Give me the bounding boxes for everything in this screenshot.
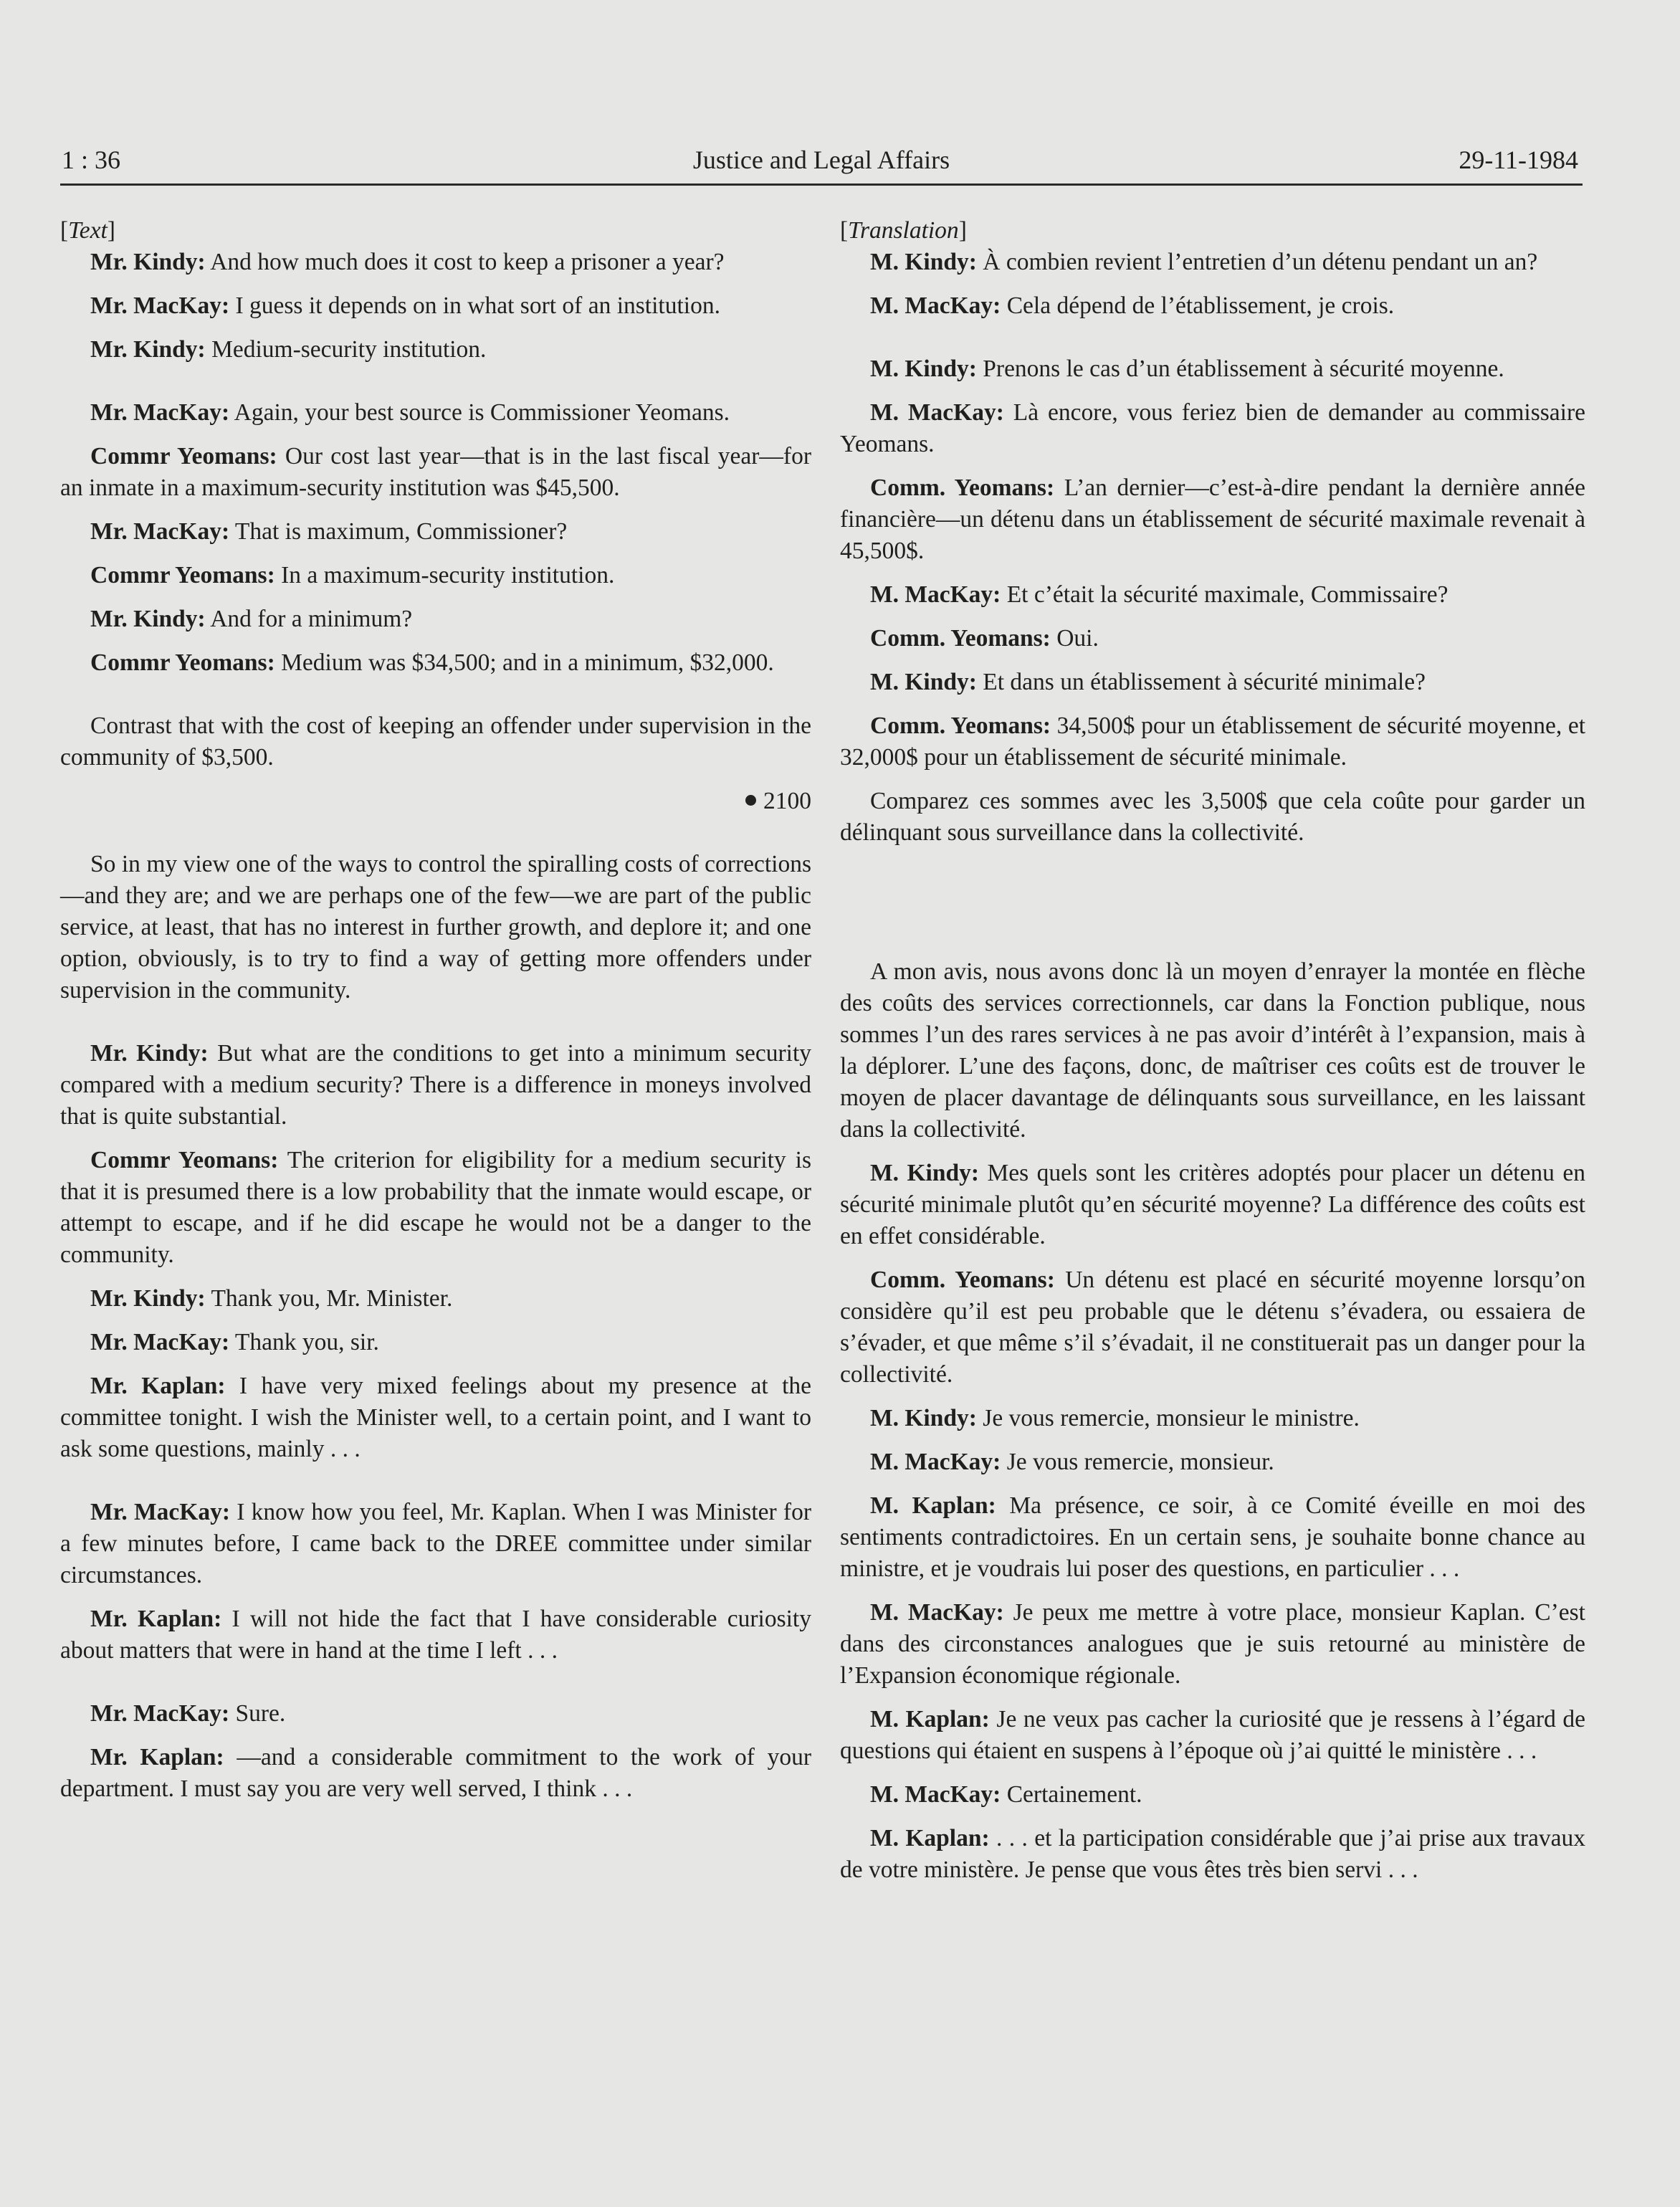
transcript-paragraph: Mr. MacKay: That is maximum, Commissioner? bbox=[90, 518, 568, 545]
transcript-paragraph: Comm. Yeomans: Oui. bbox=[870, 625, 1099, 652]
transcript-paragraph: Mr. Kindy: And for a minimum? bbox=[90, 606, 413, 632]
transcript-paragraph: Mr. Kaplan: I have very mixed feelings about my presence at the committee tonight. I wish the Minister well, to a certain point, and I want to ask some questions, mainly . . . bbox=[60, 1373, 811, 1462]
transcript-paragraph: Commr Yeomans: Medium was $34,500; and in a minimum, $32,000. bbox=[90, 649, 774, 676]
transcript-paragraph: M. Kaplan: Ma présence, ce soir, à ce Comité éveille en moi des sentiments contradictoires. En un certain sens, je souhaite bonne chance au ministre, et je voudrais lui poser des questions, en particulier . . . bbox=[840, 1492, 1585, 1582]
transcript-paragraph: M. Kindy: Et dans un établissement à sécurité minimale? bbox=[870, 669, 1426, 695]
transcript-paragraph: Mr. MacKay: I know how you feel, Mr. Kaplan. When I was Minister for a few minutes before, I came back to the DREE committee under similar circumstances. bbox=[60, 1499, 811, 1588]
transcript-paragraph: M. Kindy: Mes quels sont les critères adoptés pour placer un détenu en sécurité minimale plutôt qu’en sécurité moyenne? La différence des coûts est en effet considérable. bbox=[840, 1160, 1585, 1249]
transcript-paragraph: M. Kaplan: Je ne veux pas cacher la curiosité que je ressens à l’égard de questions qui étaient en suspens à l’époque où j’ai quitté le ministère . . . bbox=[840, 1706, 1585, 1764]
page-number: 1 : 36 bbox=[62, 146, 121, 174]
english-column bbox=[60, 215, 811, 1817]
column-label: [Translation] bbox=[840, 217, 967, 244]
transcript-paragraph: A mon avis, nous avons donc là un moyen d’enrayer la montée en flèche des coûts des services correctionnels, car dans la Fonction publique, nous sommes l’un des rares services à ne pas avoir d’intérêt à l’expansion, mais à la déplorer. L’une des façons, donc, de maîtriser ces coûts est de trouver le moyen de placer davantage de délinquants sous surveillance, en les laissant dans la collectivité. bbox=[840, 958, 1585, 1143]
transcript-paragraph: M. Kindy: À combien revient l’entretien d’un détenu pendant un an? bbox=[870, 249, 1538, 275]
transcript-paragraph: Commr Yeomans: Our cost last year—that is in the last fiscal year—for an inmate in a maximum-security institution was $45,500. bbox=[60, 443, 811, 501]
transcript-paragraph: Mr. Kindy: But what are the conditions to get into a minimum security compared with a medium security? There is a difference in moneys involved that is quite substantial. bbox=[60, 1040, 812, 1130]
committee-title: Justice and Legal Affairs bbox=[692, 146, 950, 174]
transcript-paragraph: M. Kindy: Je vous remercie, monsieur le ministre. bbox=[870, 1405, 1360, 1431]
transcript-paragraph: Mr. Kindy: Thank you, Mr. Minister. bbox=[90, 1285, 453, 1312]
transcript-paragraph: M. MacKay: Et c’était la sécurité maximale, Commissaire? bbox=[870, 581, 1448, 608]
transcript-paragraph: Mr. MacKay: Again, your best source is Commissioner Yeomans. bbox=[90, 399, 730, 426]
french-column bbox=[840, 215, 1585, 1898]
transcript-paragraph: Mr. Kaplan: I will not hide the fact that I have considerable curiosity about matters that were in hand at the time I left . . . bbox=[60, 1606, 811, 1664]
transcript-paragraph: Comm. Yeomans: 34,500$ pour un établissement de sécurité moyenne, et 32,000$ pour un établissement de sécurité minimale. bbox=[840, 712, 1586, 771]
page-date: 29-11-1984 bbox=[1459, 146, 1578, 174]
transcript-paragraph: Comm. Yeomans: Un détenu est placé en sécurité moyenne lorsqu’on considère qu’il est peu probable que le détenu s’évadera, ou essaiera de s’évader, et que même s’il s’évadait, il ne constituerait pas un danger pour la collectivité. bbox=[840, 1267, 1585, 1388]
transcript-paragraph: Comm. Yeomans: L’an dernier—c’est-à-dire pendant la dernière année financière—un détenu dans un établissement de sécurité maximale revenait à 45,500$. bbox=[840, 475, 1585, 564]
transcript-paragraph: M. MacKay: Je peux me mettre à votre place, monsieur Kaplan. C’est dans des circonstances analogues que je suis retourné au ministère de l’Expansion économique régionale. bbox=[840, 1599, 1585, 1689]
column-label: [Text] bbox=[60, 217, 115, 244]
transcript-paragraph: Comparez ces sommes avec les 3,500$ que cela coûte pour garder un délinquant sous surveillance dans la collectivité. bbox=[840, 788, 1585, 846]
transcript-paragraph: M. MacKay: Certainement. bbox=[870, 1781, 1142, 1808]
page-header bbox=[60, 140, 1583, 186]
transcript-paragraph: M. MacKay: Je vous remercie, monsieur. bbox=[870, 1449, 1274, 1475]
bullet-dot-icon bbox=[745, 795, 756, 806]
transcript-paragraph: Mr. MacKay: Sure. bbox=[90, 1700, 286, 1727]
transcript-paragraph: Mr. MacKay: I guess it depends on in what sort of an institution. bbox=[90, 292, 720, 319]
transcript-paragraph: Contrast that with the cost of keeping an offender under supervision in the community of $3,500. bbox=[60, 712, 811, 771]
time-marker: 2100 bbox=[60, 786, 811, 817]
transcript-paragraph: M. MacKay: Cela dépend de l’établissement, je crois. bbox=[870, 292, 1395, 319]
transcript-paragraph: M. MacKay: Là encore, vous feriez bien de demander au commissaire Yeomans. bbox=[840, 399, 1585, 457]
transcript-paragraph: Commr Yeomans: In a maximum-security institution. bbox=[90, 562, 615, 588]
transcript-paragraph: Mr. MacKay: Thank you, sir. bbox=[90, 1329, 379, 1355]
transcript-paragraph: M. Kaplan: . . . et la participation considérable que j’ai prise aux travaux de votre ministère. Je pense que vous êtes très bien servi . . . bbox=[840, 1825, 1585, 1883]
transcript-paragraph: Commr Yeomans: The criterion for eligibility for a medium security is that it is presumed there is a low probability that the inmate would escape, or attempt to escape, and if he did escape he would not be a danger to the community. bbox=[60, 1147, 811, 1268]
transcript-paragraph: Mr. Kindy: And how much does it cost to keep a prisoner a year? bbox=[90, 249, 725, 275]
transcript-paragraph: M. Kindy: Prenons le cas d’un établissement à sécurité moyenne. bbox=[870, 356, 1504, 382]
transcript-paragraph: So in my view one of the ways to control the spiralling costs of corrections—and they are; and we are perhaps one of the few—we are part of the public service, at least, that has no interest in further growth, and deplore it; and one option, obviously, is to try to find a way of getting more offenders under supervision in the community. bbox=[60, 851, 811, 1004]
transcript-paragraph: Mr. Kaplan: —and a considerable commitment to the work of your department. I must say you are very well served, I think . . . bbox=[60, 1744, 811, 1802]
transcript-paragraph: Mr. Kindy: Medium-security institution. bbox=[90, 336, 487, 363]
